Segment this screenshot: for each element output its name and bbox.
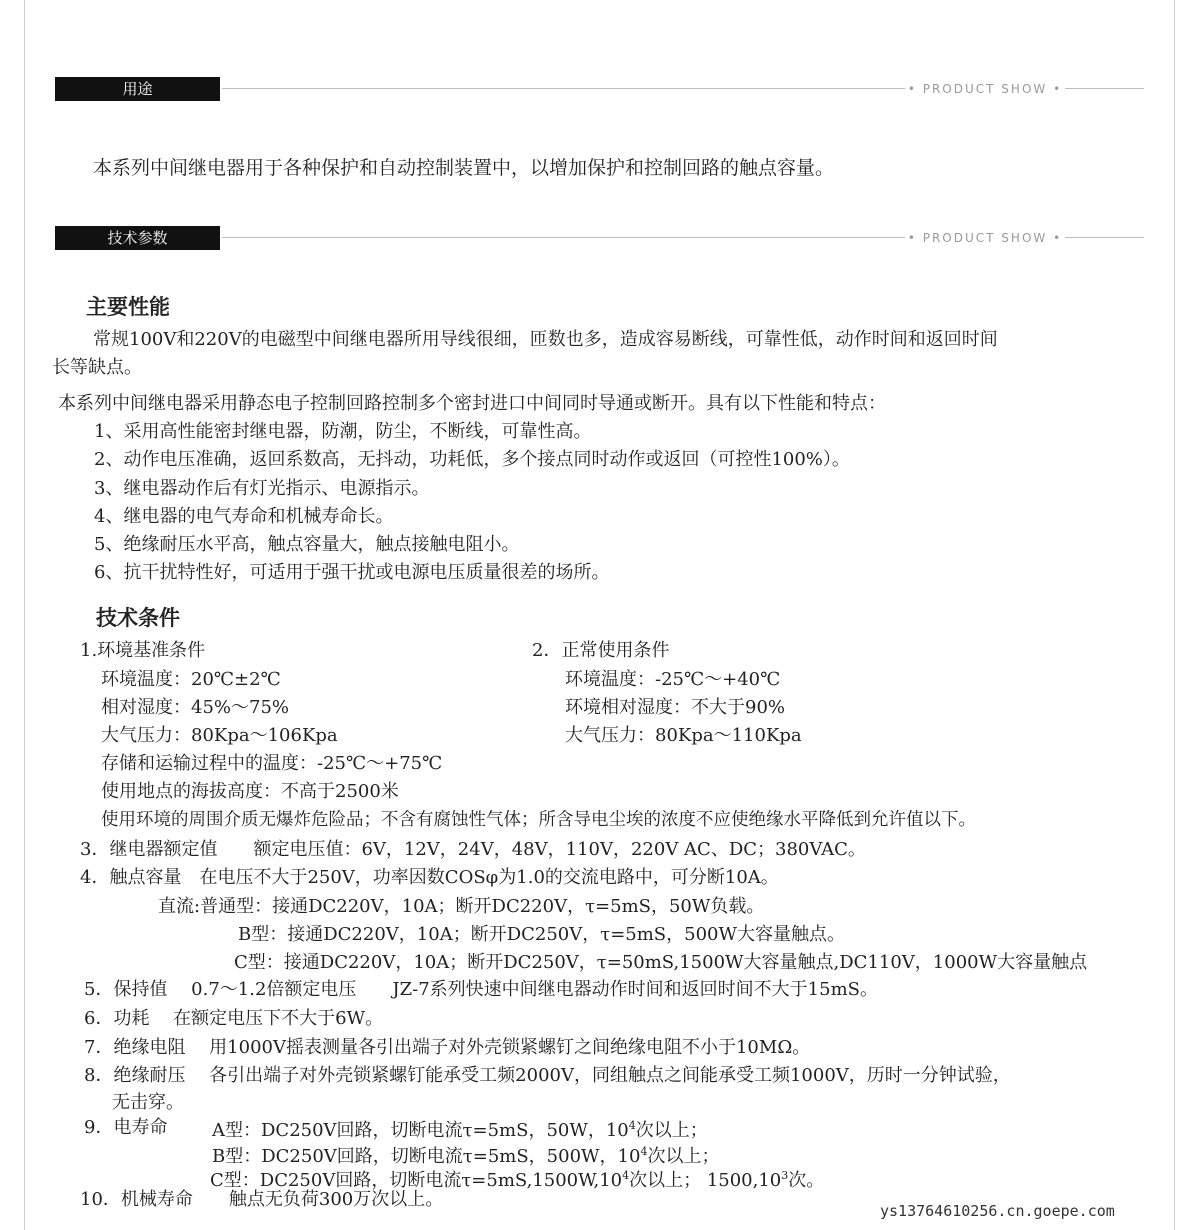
item-mechanical-life: 10．机械寿命 触点无负荷300万次以上。 xyxy=(80,1189,444,1210)
feature-item: 4、继电器的电气寿命和机械寿命长。 xyxy=(94,506,394,527)
performance-para2: 本系列中间继电器采用静态电子控制回路控制多个密封进口中间同时导通或断开。具有以下性能和特点： xyxy=(58,393,886,414)
life-power-exp: 4 xyxy=(640,1145,648,1158)
normal-condition-item: 大气压力：80Kpa～110Kpa xyxy=(565,725,802,746)
life-power-base: 10 xyxy=(758,1170,782,1191)
item-rated-values: 3．继电器额定值 额定电压值：6V，12V，24V，48V，110V，220V AC、DC；380VAC。 xyxy=(80,839,866,860)
life-suffix: 次以上； xyxy=(629,1170,702,1191)
life-power-base: 10 xyxy=(605,1120,629,1141)
environment-medium: 使用环境的周围介质无爆炸危险品；不含有腐蚀性气体；所含导电尘埃的浓度不应使绝缘水平降低到允许值以下。 xyxy=(101,810,976,830)
item-insulation-voltage-line1: 8．绝缘耐压 各引出端子对外壳锁紧螺钉能承受工频2000V，同组触点之间能承受工频1000V，历时一分钟试验， xyxy=(84,1065,1011,1086)
heading-tech-conditions: 技术条件 xyxy=(96,606,180,630)
item-insulation-voltage-line2: 无击穿。 xyxy=(112,1092,184,1113)
ref-condition-item: 环境温度：20℃±2℃ xyxy=(101,669,281,690)
item-power-consumption: 6．功耗 在额定电压下不大于6W。 xyxy=(84,1008,384,1029)
performance-para1-line1: 常规100V和220V的电磁型中间继电器所用导线很细，匝数也多，造成容易断线，可靠性低，动作时间和返回时间 xyxy=(93,329,998,350)
feature-item: 2、动作电压准确，返回系数高，无抖动，功耗低，多个接点同时动作或返回（可控性100%）。 xyxy=(94,449,850,470)
life-c-text: C型：DC250V回路，切断电流τ=5mS,1500W, xyxy=(210,1170,600,1191)
life-a-text: A型：DC250V回路，切断电流τ=5mS，50W， xyxy=(212,1120,606,1141)
product-show-tag: • PRODUCT SHOW • xyxy=(905,228,1065,248)
product-show-tag: • PRODUCT SHOW • xyxy=(905,79,1065,99)
life-power-base: 10 xyxy=(617,1146,641,1167)
life-power-exp: 4 xyxy=(628,1119,636,1132)
dc-c-type: C型：接通DC220V，10A；断开DC250V，τ=50mS,1500W大容量触点,DC110V，1000W大容量触点 xyxy=(234,952,1088,973)
life-power-exp: 3 xyxy=(781,1169,789,1182)
life-suffix: 次以上； xyxy=(647,1146,720,1167)
feature-item: 6、抗干扰特性好，可适用于强干扰或电源电压质量很差的场所。 xyxy=(94,562,610,583)
feature-item: 1、采用高性能密封继电器，防潮，防尘，不断线，可靠性高。 xyxy=(94,421,592,442)
item-hold-value: 5．保持值 0.7～1.2倍额定电压 JZ-7系列快速中间继电器动作时间和返回时间不大于15mS。 xyxy=(84,979,878,1000)
life-a-type xyxy=(212,1114,708,1143)
life-power-base: 10 xyxy=(599,1170,623,1191)
life-c-extra: 1500, xyxy=(706,1170,759,1191)
ref-condition-item: 相对湿度：45%～75% xyxy=(101,697,290,718)
frame-right-line xyxy=(1174,0,1175,1230)
ref-conditions-title: 1.环境基准条件 xyxy=(80,640,206,661)
usage-text: 本系列中间继电器用于各种保护和自动控制装置中，以增加保护和控制回路的触点容量。 xyxy=(93,157,835,179)
dc-b-type: B型：接通DC220V，10A；断开DC250V，τ=5mS，500W大容量触点。 xyxy=(238,924,845,945)
feature-item: 5、绝缘耐压水平高，触点容量大，触点接触电阻小。 xyxy=(94,534,520,555)
feature-item: 3、继电器动作后有灯光指示、电源指示。 xyxy=(94,478,430,499)
dc-normal-type: 直流:普通型：接通DC220V，10A；断开DC220V，τ=5mS，50W负载。 xyxy=(158,896,765,917)
life-b-text: B型：DC250V回路，切断电流τ=5mS，500W， xyxy=(212,1146,618,1167)
section-bar-usage: 用途 xyxy=(55,77,220,101)
life-c-end: 次。 xyxy=(788,1170,825,1191)
life-power-exp: 4 xyxy=(622,1169,630,1182)
item-insulation-resistance: 7．绝缘电阻 用1000V摇表测量各引出端子对外壳锁紧螺钉之间绝缘电阻不小于10MΩ。 xyxy=(84,1037,811,1058)
ref-condition-item: 大气压力：80Kpa～106Kpa xyxy=(101,725,338,746)
item-electrical-life-label: 9．电寿命 xyxy=(84,1117,168,1138)
performance-para1-line2: 长等缺点。 xyxy=(52,357,142,378)
normal-conditions-title: 2．正常使用条件 xyxy=(532,640,670,661)
normal-condition-item: 环境温度：-25℃～+40℃ xyxy=(565,669,781,690)
normal-condition-item: 环境相对湿度：不大于90% xyxy=(565,697,786,718)
site-url-footer: ys13764610256.cn.goepe.com xyxy=(880,1202,1115,1220)
frame-left-line xyxy=(24,0,25,1230)
heading-main-performance: 主要性能 xyxy=(86,295,170,319)
altitude: 使用地点的海拔高度：不高于2500米 xyxy=(101,781,399,802)
section-bar-tech-params: 技术参数 xyxy=(55,226,220,250)
life-suffix: 次以上； xyxy=(635,1120,708,1141)
item-contact-capacity: 4．触点容量 在电压不大于250V，功率因数COSφ为1.0的交流电路中，可分断10A。 xyxy=(80,867,779,888)
storage-temperature: 存储和运输过程中的温度：-25℃～+75℃ xyxy=(101,753,443,774)
